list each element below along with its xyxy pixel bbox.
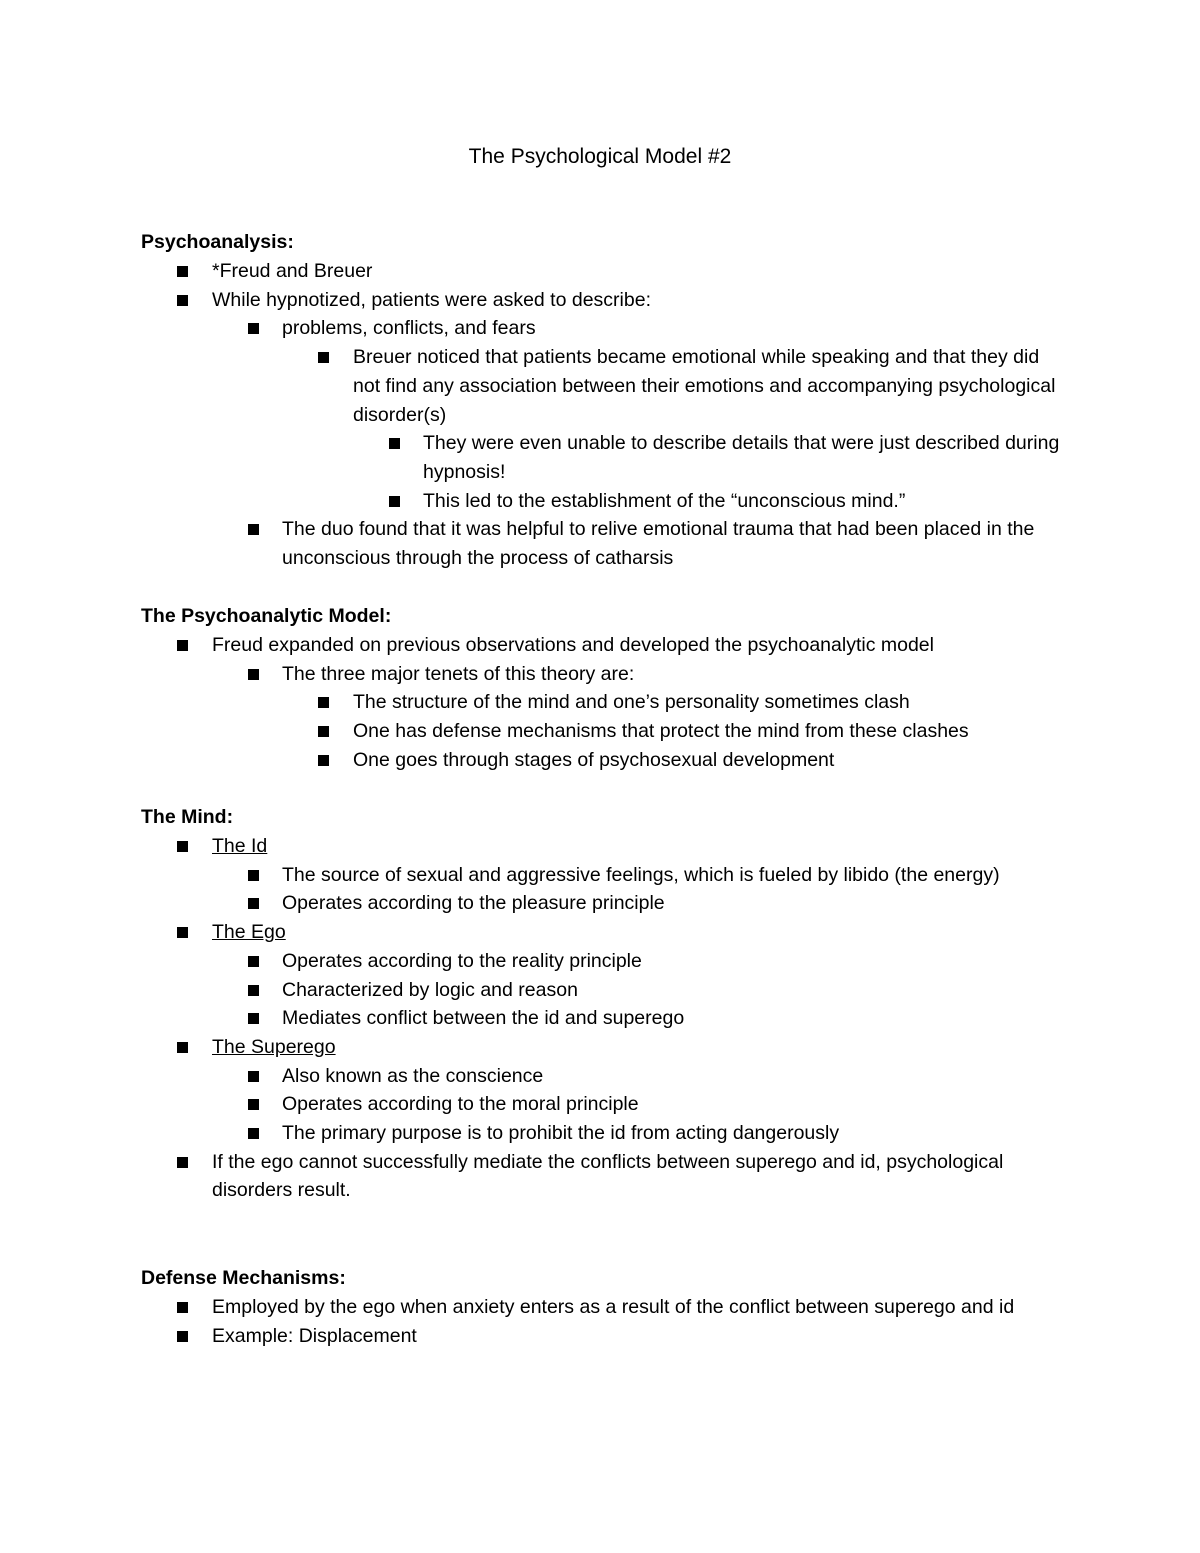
section-psychoanalysis [141,228,1061,573]
list-item-superego [141,1033,1061,1062]
section-mind [141,803,1061,1205]
list-item: The structure of the mind and one’s personality sometimes clash [141,688,1061,717]
list-item: Breuer noticed that patients became emotional while speaking and that they did not find any association between their emotions and accompanying psychological disorder(s) [141,343,1061,429]
list-item: Characterized by logic and reason [141,976,1061,1005]
list-item: Freud expanded on previous observations and developed the psychoanalytic model [141,631,1061,660]
list-item: While hypnotized, patients were asked to describe: [141,286,1061,315]
list-item: Also known as the conscience [141,1062,1061,1091]
section-heading: Psychoanalysis: [141,231,294,253]
section-heading: The Mind: [141,806,234,828]
list-item: *Freud and Breuer [141,257,1061,286]
section-defense-mechanisms [141,1264,1061,1350]
list-item: If the ego cannot successfully mediate the conflicts between superego and id, psychological disorders result. [141,1148,1061,1205]
bullet-list [141,257,1061,573]
bullet-list [141,832,1061,1205]
page-title: The Psychological Model #2 [468,145,732,168]
list-item: Operates according to the reality principle [141,947,1061,976]
list-item: They were even unable to describe details that were just described during hypnosis! [141,429,1061,486]
list-item: The duo found that it was helpful to relive emotional trauma that had been placed in the unconscious through the process of catharsis [141,515,1061,572]
bullet-list [141,1293,1061,1350]
id-label: The Id [212,835,268,857]
bullet-list [141,631,1061,775]
list-item: Operates according to the moral principle [141,1090,1061,1119]
superego-label: The Superego [212,1035,336,1058]
list-item: Operates according to the pleasure principle [141,889,1061,918]
list-item-id [141,832,1061,861]
list-item: Example: Displacement [141,1322,1061,1351]
list-item: Employed by the ego when anxiety enters as a result of the conflict between superego and id [141,1293,1061,1322]
section-heading: The Psychoanalytic Model: [141,605,392,627]
list-item: The source of sexual and aggressive feelings, which is fueled by libido (the energy) [141,861,1061,890]
list-item: This led to the establishment of the “unconscious mind.” [141,487,1061,516]
list-item: problems, conflicts, and fears [141,314,1061,343]
list-item: The primary purpose is to prohibit the id from acting dangerously [141,1119,1061,1148]
list-item-ego [141,918,1061,947]
section-psychoanalytic-model [141,602,1061,775]
section-heading: Defense Mechanisms: [141,1267,346,1289]
list-item: The three major tenets of this theory are: [141,660,1061,689]
list-item: Mediates conflict between the id and superego [141,1004,1061,1033]
list-item: One has defense mechanisms that protect the mind from these clashes [141,717,1061,746]
ego-label: The Ego [212,921,286,944]
list-item: One goes through stages of psychosexual development [141,746,1061,775]
